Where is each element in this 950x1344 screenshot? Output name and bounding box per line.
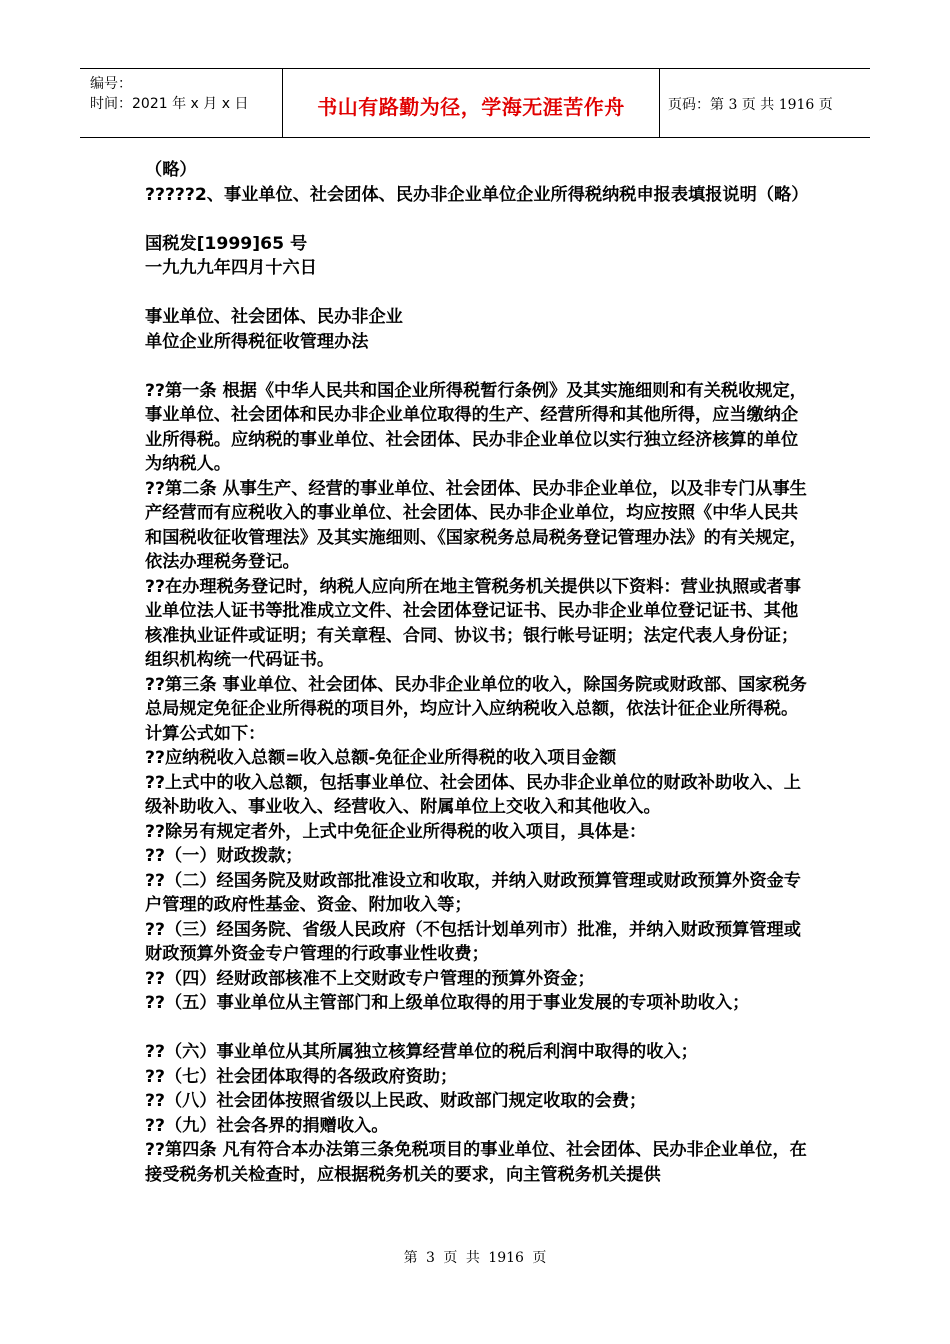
header-motto: 书山有路勤为径，学海无涯苦作舟: [317, 95, 625, 119]
header-page-info: 页码：第 3 页 共 1916 页: [668, 97, 833, 113]
paragraph: ??（九）社会各界的捐赠收入。: [145, 1115, 389, 1136]
blank-line: [145, 281, 813, 306]
paragraph: 事业单位、社会团体、民办非企业: [145, 307, 403, 327]
paragraph: ??第四条 凡有符合本办法第三条免税项目的事业单位、社会团体、民办非企业单位，在接受税务机关检查时，应根据税务机关的要求，向主管税务机关提供: [145, 1140, 807, 1185]
paragraph: 单位企业所得税征收管理办法: [145, 331, 369, 352]
paragraph: ??（五）事业单位从主管部门和上级单位取得的用于事业发展的专项补助收入；: [145, 993, 750, 1013]
header-meta-cell: [80, 69, 283, 137]
document-body: [145, 158, 813, 1187]
document-number-label: 编号：: [90, 76, 132, 92]
paragraph: ??第三条 事业单位、社会团体、民办非企业单位的收入，除国务院或财政部、国家税务总局规定免征企业所得税的项目外，均应计入应纳税收入总额，依法计征企业所得税。计算公式如下：: [145, 674, 807, 744]
paragraph: ??（六）事业单位从其所属独立核算经营单位的税后利润中取得的收入；: [145, 1042, 698, 1062]
paragraph: ??第二条 从事生产、经营的事业单位、社会团体、民办非企业单位，以及非专门从事生产经营而有应税收入的事业单位、社会团体、民办非企业单位，均应按照《中华人民共和国税收征收管理法》及其实施细则、《国家税务总局税务登记管理办法》的有关规定，依法办理税务登记。: [145, 478, 807, 572]
blank-line: [145, 207, 813, 232]
paragraph: ??（二）经国务院及财政部批准设立和收取，并纳入财政预算管理或财政预算外资金专户管理的政府性基金、资金、附加收入等；: [145, 870, 801, 915]
header-page-cell: [660, 69, 870, 137]
page-footer: 第 3 页 共 1916 页: [403, 1250, 547, 1266]
paragraph: ??第一条 根据《中华人民共和国企业所得税暂行条例》及其实施细则和有关税收规定，事业单位、社会团体和民办非企业单位取得的生产、经营所得和其他所得，应当缴纳企业所得税。应纳税的事业单位、社会团体、民办非企业单位以实行独立经济核算的单位为纳税人。: [145, 380, 807, 474]
page-header: [80, 68, 870, 138]
paragraph: ??除另有规定者外，上式中免征企业所得税的收入项目，具体是：: [145, 821, 647, 842]
paragraph: ??（七）社会团体取得的各级政府资助；: [145, 1066, 458, 1087]
paragraph: ?????2、事业单位、社会团体、民办非企业单位企业所得税纳税申报表填报说明（略）: [145, 184, 809, 205]
paragraph: ??应纳税收入总额=收入总额-免征企业所得税的收入项目金额: [145, 748, 617, 768]
paragraph: ??（四）经财政部核准不上交财政专户管理的预算外资金；: [145, 968, 595, 989]
paragraph: ??（八）社会团体按照省级以上民政、财政部门规定收取的会费；: [145, 1091, 647, 1111]
paragraph: 一九九九年四月十六日: [145, 258, 317, 278]
blank-line: [145, 1016, 813, 1041]
paragraph: ??（一）财政拨款；: [145, 846, 303, 866]
header-motto-cell: [283, 69, 660, 137]
paragraph: ??（三）经国务院、省级人民政府（不包括计划单列市）批准，并纳入财政预算管理或财政预算外资金专户管理的行政事业性收费；: [145, 919, 801, 964]
paragraph: ??在办理税务登记时，纳税人应向所在地主管税务机关提供以下资料：营业执照或者事业单位法人证书等批准成立文件、社会团体登记证书、民办非企业单位登记证书、其他核准执业证件或证明；有关章程、合同、协议书；银行帐号证明；法定代表人身份证；组织机构统一代码证书。: [145, 576, 801, 670]
document-date: 时间：2021 年 x 月 x 日: [90, 96, 249, 112]
paragraph: （略）: [145, 160, 197, 180]
paragraph: 国税发[1999]65 号: [145, 233, 308, 254]
blank-line: [145, 354, 813, 379]
paragraph: ??上式中的收入总额，包括事业单位、社会团体、民办非企业单位的财政补助收入、上级补助收入、事业收入、经营收入、附属单位上交收入和其他收入。: [145, 772, 801, 817]
